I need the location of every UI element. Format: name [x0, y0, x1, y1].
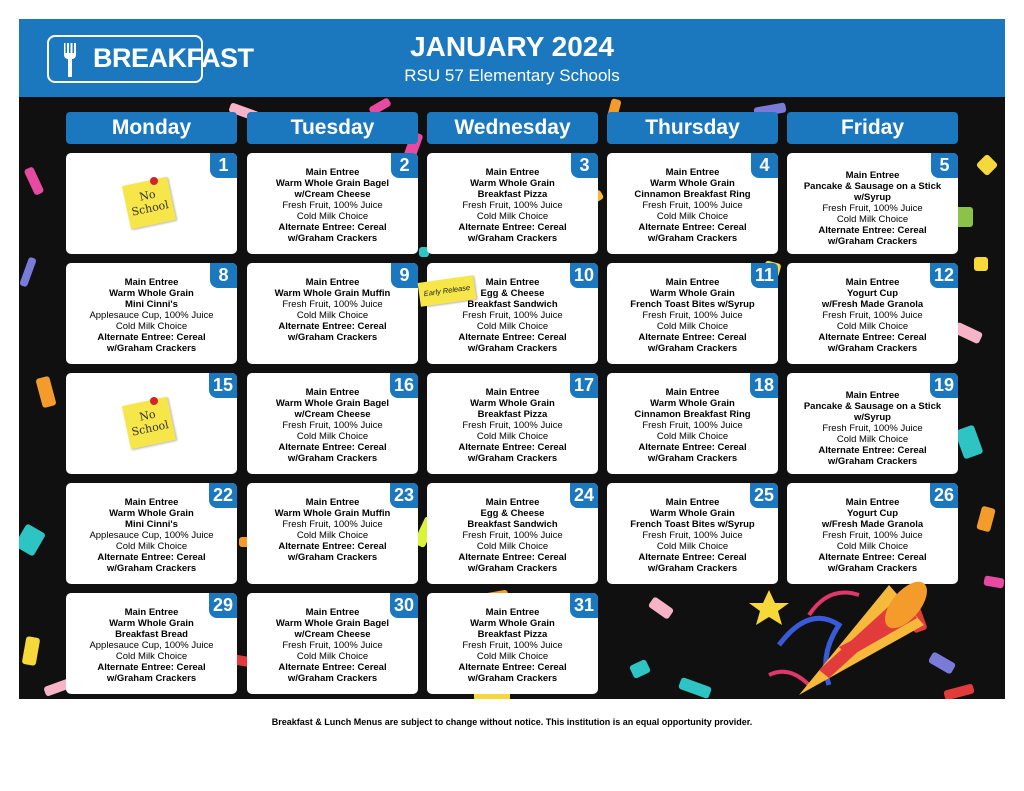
menu-line: Alternate Entree: Cereal [97, 552, 206, 563]
menu-line: Cold Milk Choice [476, 541, 549, 552]
menu-line: Mini Cinni's [125, 519, 178, 530]
calendar-day-11 [607, 263, 778, 364]
menu-line: Fresh Fruit, 100% Juice [642, 530, 743, 541]
menu-line: Cold Milk Choice [115, 321, 188, 332]
menu-text [249, 167, 416, 244]
menu-line: Alternate Entree: Cereal [638, 552, 747, 563]
menu-line: Warm Whole Grain [650, 398, 735, 409]
menu-line: Main Entree [845, 277, 900, 288]
menu-text [249, 607, 416, 684]
menu-line: Main Entree [305, 387, 360, 398]
menu-line: Main Entree [665, 497, 720, 508]
menu-text [789, 390, 956, 467]
menu-line: Cold Milk Choice [296, 310, 369, 321]
menu-line: Warm Whole Grain Bagel [275, 618, 390, 629]
menu-line: Cold Milk Choice [296, 211, 369, 222]
menu-text [68, 607, 235, 684]
menu-line: Cold Milk Choice [656, 541, 729, 552]
menu-line: Alternate Entree: Cereal [278, 442, 387, 453]
menu-line: w/Graham Crackers [467, 453, 558, 464]
menu-line: Breakfast Pizza [477, 409, 548, 420]
day-number: 12 [930, 263, 958, 288]
menu-line: Main Entree [485, 497, 540, 508]
menu-line: Cold Milk Choice [476, 321, 549, 332]
menu-line: Fresh Fruit, 100% Juice [642, 310, 743, 321]
menu-text [609, 167, 776, 244]
menu-line: Cold Milk Choice [836, 434, 909, 445]
menu-line: w/Cream Cheese [294, 189, 371, 200]
calendar-day-15 [66, 373, 237, 474]
menu-line: Fresh Fruit, 100% Juice [642, 420, 743, 431]
menu-line: w/Graham Crackers [287, 332, 378, 343]
menu-line: Main Entree [305, 497, 360, 508]
menu-line: Breakfast Sandwich [467, 519, 558, 530]
day-number: 8 [210, 263, 237, 288]
menu-line: Warm Whole Grain [650, 178, 735, 189]
menu-line: Alternate Entree: Cereal [458, 442, 567, 453]
menu-line: Alternate Entree: Cereal [278, 222, 387, 233]
calendar-day-5 [787, 153, 958, 254]
logo-text: BREAKFAST [93, 43, 254, 73]
confetti-piece [648, 596, 675, 620]
menu-line: Fresh Fruit, 100% Juice [282, 640, 383, 651]
menu-line: w/Syrup [854, 412, 891, 423]
day-number: 19 [930, 373, 958, 398]
menu-line: w/Graham Crackers [106, 673, 197, 684]
party-popper-icon [739, 565, 939, 699]
calendar-day-22 [66, 483, 237, 584]
menu-line: w/Graham Crackers [106, 343, 197, 354]
menu-line: w/Graham Crackers [827, 343, 918, 354]
menu-line: Main Entree [665, 167, 720, 178]
pushpin-icon [150, 397, 158, 405]
menu-line: Cold Milk Choice [656, 211, 729, 222]
day-number: 3 [571, 153, 598, 178]
day-number: 16 [390, 373, 418, 398]
day-number: 9 [391, 263, 418, 288]
menu-page [19, 19, 1005, 772]
menu-line: Alternate Entree: Cereal [638, 222, 747, 233]
menu-line: Main Entree [124, 497, 179, 508]
menu-line: Alternate Entree: Cereal [638, 332, 747, 343]
day-number: 24 [570, 483, 598, 508]
calendar-board [19, 97, 1005, 699]
menu-line: Cold Milk Choice [656, 431, 729, 442]
day-number: 18 [750, 373, 778, 398]
confetti-piece [24, 166, 45, 196]
calendar-day-18 [607, 373, 778, 474]
menu-text [789, 277, 956, 354]
menu-line: Alternate Entree: Cereal [458, 552, 567, 563]
menu-line: w/Graham Crackers [467, 343, 558, 354]
menu-line: Alternate Entree: Cereal [97, 332, 206, 343]
menu-line: French Toast Bites w/Syrup [630, 299, 755, 310]
confetti-piece [976, 506, 996, 533]
menu-line: Fresh Fruit, 100% Juice [282, 519, 383, 530]
day-number: 15 [209, 373, 237, 398]
day-number: 29 [209, 593, 237, 618]
menu-line: Main Entree [124, 277, 179, 288]
calendar-day-2 [247, 153, 418, 254]
menu-line: w/Graham Crackers [467, 673, 558, 684]
day-number: 25 [750, 483, 778, 508]
menu-line: Warm Whole Grain [470, 618, 555, 629]
menu-text [68, 497, 235, 574]
calendar-day-31 [427, 593, 598, 694]
menu-line: Fresh Fruit, 100% Juice [822, 423, 923, 434]
menu-line: Alternate Entree: Cereal [638, 442, 747, 453]
menu-line: Main Entree [845, 390, 900, 401]
menu-line: Pancake & Sausage on a Stick [803, 401, 942, 412]
menu-line: w/Graham Crackers [467, 233, 558, 244]
menu-line: w/Graham Crackers [287, 552, 378, 563]
calendar-day-9 [247, 263, 418, 364]
menu-line: Alternate Entree: Cereal [818, 445, 927, 456]
menu-text [429, 387, 596, 464]
menu-line: Main Entree [124, 607, 179, 618]
day-number: 22 [209, 483, 237, 508]
menu-line: Warm Whole Grain [470, 398, 555, 409]
menu-line: Alternate Entree: Cereal [278, 541, 387, 552]
menu-line: Applesauce Cup, 100% Juice [89, 310, 214, 321]
menu-line: Warm Whole Grain [650, 288, 735, 299]
menu-line: w/Graham Crackers [827, 456, 918, 467]
calendar-day-4 [607, 153, 778, 254]
menu-line: w/Graham Crackers [647, 453, 738, 464]
menu-line: Fresh Fruit, 100% Juice [642, 200, 743, 211]
menu-line: Breakfast Sandwich [467, 299, 558, 310]
menu-text [609, 497, 776, 574]
confetti-piece [974, 257, 988, 271]
menu-line: Alternate Entree: Cereal [278, 662, 387, 673]
menu-line: Fresh Fruit, 100% Juice [282, 299, 383, 310]
page-subtitle: RSU 57 Elementary Schools [404, 66, 620, 85]
menu-line: Egg & Cheese [480, 288, 545, 299]
menu-line: Yogurt Cup [846, 288, 898, 299]
menu-line: Warm Whole Grain [650, 508, 735, 519]
confetti-piece [19, 257, 37, 288]
menu-line: Fresh Fruit, 100% Juice [462, 310, 563, 321]
menu-line: w/Graham Crackers [647, 343, 738, 354]
day-number: 10 [570, 263, 598, 288]
menu-line: w/Graham Crackers [467, 563, 558, 574]
menu-line: Alternate Entree: Cereal [818, 552, 927, 563]
calendar-day-3 [427, 153, 598, 254]
menu-line: Main Entree [845, 170, 900, 181]
menu-line: Alternate Entree: Cereal [458, 222, 567, 233]
menu-text [609, 277, 776, 354]
menu-line: Pancake & Sausage on a Stick [803, 181, 942, 192]
menu-line: Alternate Entree: Cereal [818, 225, 927, 236]
menu-line: w/Fresh Made Granola [821, 519, 924, 530]
weekday-header-friday: Friday [787, 112, 958, 144]
day-number: 4 [751, 153, 778, 178]
menu-line: Main Entree [665, 387, 720, 398]
menu-line: w/Cream Cheese [294, 409, 371, 420]
pushpin-icon [150, 177, 158, 185]
day-number: 17 [570, 373, 598, 398]
weekday-header-wednesday: Wednesday [427, 112, 598, 144]
menu-line: w/Fresh Made Granola [821, 299, 924, 310]
early-release-note: Early Release [418, 275, 477, 307]
menu-line: w/Graham Crackers [647, 563, 738, 574]
menu-line: Warm Whole Grain Muffin [274, 508, 391, 519]
menu-line: Cinnamon Breakfast Ring [634, 409, 751, 420]
menu-line: Fresh Fruit, 100% Juice [822, 310, 923, 321]
menu-line: Alternate Entree: Cereal [458, 662, 567, 673]
menu-line: w/Cream Cheese [294, 629, 371, 640]
day-number: 23 [390, 483, 418, 508]
menu-line: Cold Milk Choice [476, 651, 549, 662]
day-number: 11 [751, 263, 778, 288]
confetti-piece [22, 636, 41, 666]
day-number: 1 [210, 153, 237, 178]
menu-line: Cold Milk Choice [476, 431, 549, 442]
calendar-day-19 [787, 373, 958, 474]
menu-line: Warm Whole Grain [470, 178, 555, 189]
calendar-day-30 [247, 593, 418, 694]
menu-line: Main Entree [485, 167, 540, 178]
menu-line: w/Graham Crackers [287, 453, 378, 464]
weekday-header-thursday: Thursday [607, 112, 778, 144]
menu-line: Cold Milk Choice [836, 321, 909, 332]
menu-text [429, 497, 596, 574]
menu-line: w/Graham Crackers [827, 563, 918, 574]
menu-line: Cold Milk Choice [476, 211, 549, 222]
menu-text [429, 167, 596, 244]
menu-line: Main Entree [485, 387, 540, 398]
menu-line: Warm Whole Grain [109, 618, 194, 629]
calendar-day-23 [247, 483, 418, 584]
menu-line: Cold Milk Choice [296, 651, 369, 662]
menu-line: Fresh Fruit, 100% Juice [462, 640, 563, 651]
menu-line: Cold Milk Choice [296, 431, 369, 442]
confetti-piece [943, 683, 975, 699]
confetti-piece [983, 575, 1004, 588]
menu-line: Alternate Entree: Cereal [97, 662, 206, 673]
menu-text [249, 497, 416, 563]
menu-line: Cold Milk Choice [656, 321, 729, 332]
menu-line: Breakfast Pizza [477, 189, 548, 200]
header-banner [19, 19, 1005, 97]
menu-line: Warm Whole Grain [109, 508, 194, 519]
confetti-piece [35, 376, 56, 409]
page-title: JANUARY 2024 [410, 31, 614, 62]
confetti-piece [678, 677, 712, 699]
menu-line: Fresh Fruit, 100% Juice [462, 530, 563, 541]
day-number: 2 [391, 153, 418, 178]
menu-text [68, 277, 235, 354]
menu-line: French Toast Bites w/Syrup [630, 519, 755, 530]
menu-text [789, 170, 956, 247]
menu-line: Cold Milk Choice [115, 651, 188, 662]
menu-text [789, 497, 956, 574]
menu-line: Main Entree [845, 497, 900, 508]
menu-line: Warm Whole Grain Muffin [274, 288, 391, 299]
menu-line: Cold Milk Choice [836, 541, 909, 552]
calendar-day-24 [427, 483, 598, 584]
menu-line: Main Entree [485, 277, 540, 288]
menu-line: Applesauce Cup, 100% Juice [89, 530, 214, 541]
menu-line: Main Entree [305, 167, 360, 178]
menu-text [429, 607, 596, 684]
menu-line: Fresh Fruit, 100% Juice [462, 420, 563, 431]
menu-line: w/Graham Crackers [647, 233, 738, 244]
menu-line: Warm Whole Grain Bagel [275, 398, 390, 409]
weekday-header-monday: Monday [66, 112, 237, 144]
menu-line: w/Graham Crackers [287, 233, 378, 244]
menu-line: Warm Whole Grain Bagel [275, 178, 390, 189]
menu-line: Main Entree [485, 607, 540, 618]
menu-text [249, 277, 416, 343]
calendar-day-16 [247, 373, 418, 474]
menu-line: Fresh Fruit, 100% Juice [282, 420, 383, 431]
weekday-header-tuesday: Tuesday [247, 112, 418, 144]
day-number: 30 [390, 593, 418, 618]
menu-line: Cold Milk Choice [836, 214, 909, 225]
calendar-day-29 [66, 593, 237, 694]
no-school-note: No School [122, 397, 176, 450]
menu-line: Fresh Fruit, 100% Juice [282, 200, 383, 211]
calendar-day-1 [66, 153, 237, 254]
calendar-day-17 [427, 373, 598, 474]
confetti-piece [629, 659, 651, 679]
day-number: 26 [930, 483, 958, 508]
menu-line: Cold Milk Choice [115, 541, 188, 552]
menu-line: Main Entree [665, 277, 720, 288]
no-school-note: No School [122, 177, 176, 230]
menu-text [609, 387, 776, 464]
menu-line: Applesauce Cup, 100% Juice [89, 640, 214, 651]
menu-line: Main Entree [305, 277, 360, 288]
menu-line: Breakfast Pizza [477, 629, 548, 640]
menu-line: w/Graham Crackers [827, 236, 918, 247]
confetti-piece [976, 154, 999, 177]
menu-line: Alternate Entree: Cereal [458, 332, 567, 343]
confetti-piece [19, 523, 46, 557]
calendar-day-8 [66, 263, 237, 364]
menu-line: w/Syrup [854, 192, 891, 203]
menu-line: Fresh Fruit, 100% Juice [462, 200, 563, 211]
menu-line: w/Graham Crackers [287, 673, 378, 684]
menu-line: Breakfast Bread [115, 629, 188, 640]
menu-line: Egg & Cheese [480, 508, 545, 519]
menu-line: Fresh Fruit, 100% Juice [822, 203, 923, 214]
menu-line: Alternate Entree: Cereal [818, 332, 927, 343]
day-number: 31 [570, 593, 598, 618]
menu-line: Cinnamon Breakfast Ring [634, 189, 751, 200]
menu-line: w/Graham Crackers [106, 563, 197, 574]
day-number: 5 [931, 153, 958, 178]
menu-line: Fresh Fruit, 100% Juice [822, 530, 923, 541]
menu-line: Mini Cinni's [125, 299, 178, 310]
menu-line: Yogurt Cup [846, 508, 898, 519]
menu-line: Main Entree [305, 607, 360, 618]
menu-line: Cold Milk Choice [296, 530, 369, 541]
menu-text [249, 387, 416, 464]
menu-line: Alternate Entree: Cereal [278, 321, 387, 332]
menu-line: Warm Whole Grain [109, 288, 194, 299]
confetti-piece [954, 424, 983, 459]
footer-disclaimer: Breakfast & Lunch Menus are subject to change without notice. This institution is an equal opportunity provider. [271, 717, 753, 727]
calendar-day-12 [787, 263, 958, 364]
